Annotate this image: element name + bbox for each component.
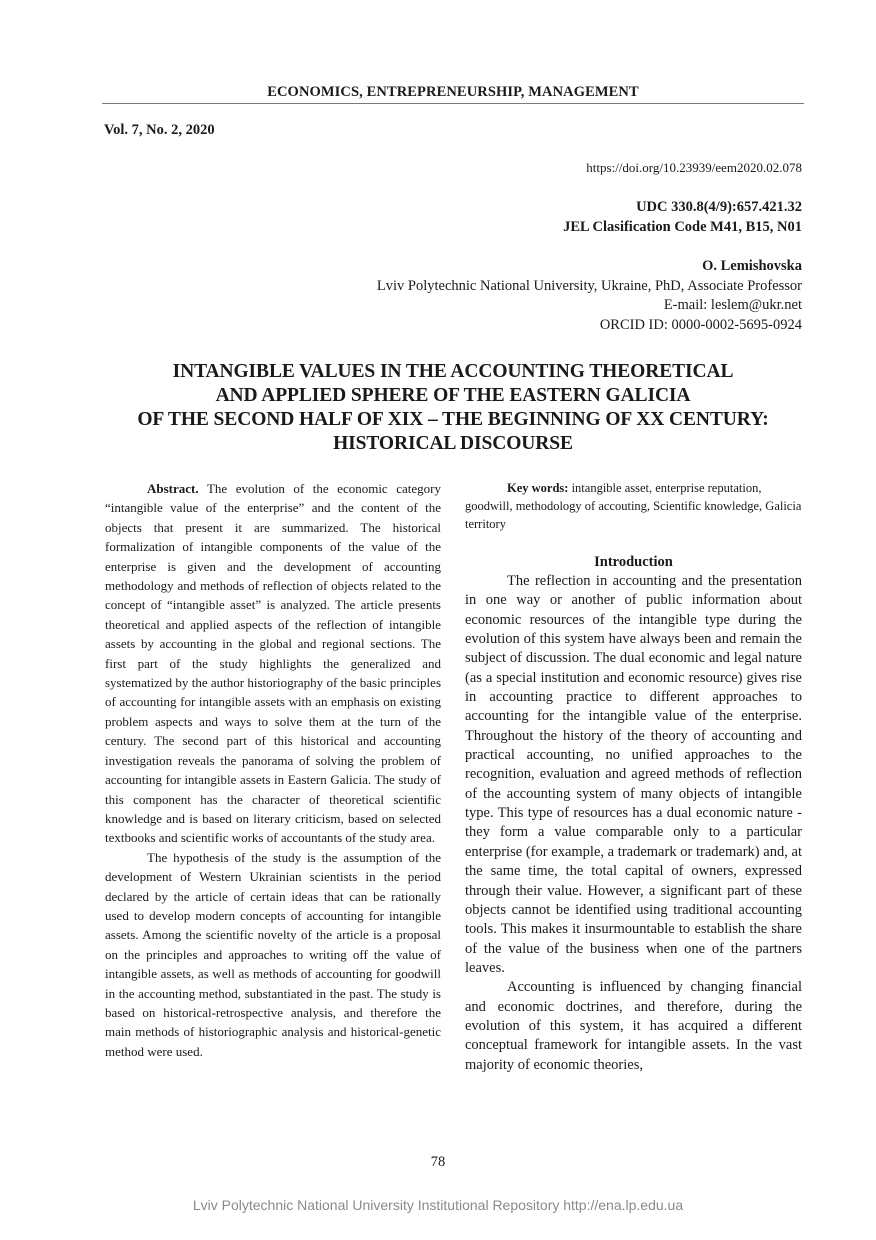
keywords-text: intangible asset, enterprise reputation, goodwill, methodology of accouting, Scientific knowledge, Galicia territory: [465, 481, 802, 531]
abstract-text: The evolution of the economic category “intangible value of the enterprise” and the content of the objects that present it are summarized. The historical formalization of intangible components of the value of the enterprise is given and the development of accounting methodology and methods of reflection of objects related to the concept of “intangible asset” is analyzed. The article presents theoretical and applied aspects of the reflection of intangible assets by accounting in the global and regional sections. The first part of the study highlights the generalized and systematized by the author historiography of the basic principles of accounting for intangible assets with an emphasis on existing problem aspects and ways to solve them at the turn of the century. The second part of this historical and accounting investigation reveals the panorama of solving the problem of accounting for intangible assets in Eastern Galicia. The study of this component has the character of theoretical scientific knowledge and is based on literary criticism, based on selected textbooks and scientific works of accountants of the study area.: [105, 481, 441, 846]
author-email[interactable]: E-mail: leslem@ukr.net: [663, 297, 802, 313]
author-orcid: ORCID ID: 0000-0002-5695-0924: [599, 316, 802, 333]
keywords: [465, 479, 802, 533]
abstract-paragraph: [105, 479, 441, 848]
introduction-paragraph: The reflection in accounting and the presentation in one way or another of public information about economic resources of the intangible type during the evolution of this system have always been and remain the subject of discussion. The dual economic and legal nature (as a special institution and economic resource) gives rise in accounting practice to different approaches to accounting for the intangible value of the enterprise. Throughout the history of the theory of accounting and practical accounting, no unified approaches to the recognition, evaluation and agreed methods of reflection of the accounting system of many objects of intangible type. This type of resources has a dual economic nature - they form a value comparable only to a particular enterprise (for example, a trademark or trademark) and, at the same time, the total capital of owners, expressed through their value. However, a significant part of these objects cannot be identified using traditional accounting tools. This makes it insurmountable to establish the share of the value of the business when one of the partners leaves.: [465, 573, 802, 976]
page-number: 78: [430, 1154, 446, 1170]
author-name: O. Lemishovska: [702, 258, 802, 274]
introduction-body: [465, 572, 802, 1075]
title-line: HISTORICAL DISCOURSE: [333, 433, 573, 454]
author-affiliation: Lviv Polytechnic National University, Ukraine, PhD, Associate Professor: [376, 277, 802, 294]
title-line: AND APPLIED SPHERE OF THE EASTERN GALICIA: [215, 385, 691, 406]
abstract-column: [105, 479, 441, 1061]
keywords-label: Key words:: [507, 481, 569, 495]
abstract-label: Abstract.: [147, 481, 199, 496]
volume-issue: Vol. 7, No. 2, 2020: [104, 122, 215, 138]
title-line: OF THE SECOND HALF OF XIX – THE BEGINNING OF XX CENTURY:: [137, 409, 769, 430]
udc-code: UDC 330.8(4/9):657.421.32: [636, 199, 802, 215]
introduction-paragraph: Accounting is influenced by changing financial and economic doctrines, and therefore, during the evolution of this system, it has acquired a different conceptual framework for intangible assets. In the vast majority of economic theories,: [465, 979, 802, 1073]
title-line: INTANGIBLE VALUES IN THE ACCOUNTING THEORETICAL: [172, 361, 734, 382]
jel-code: JEL Clasification Code M41, B15, N01: [563, 218, 802, 235]
section-heading-introduction: Introduction: [594, 554, 673, 570]
author-block: [377, 257, 802, 335]
header-divider: [102, 103, 804, 104]
abstract-paragraph: The hypothesis of the study is the assumption of the development of Western Ukrainian scientists in the period declared by the article of certain ideas that can be rationally used to develop modern concepts of accounting for intangible assets. Among the scientific novelty of the article is a proposal on the principles and approaches to writing off the value of intangible assets, as well as methods of accounting for goodwill in the accounting method, substantiated in the past. The study is based on historical-retrospective analysis, and therefore the main methods of historiographic analysis and historical-genetic method were used.: [105, 849, 441, 1059]
doi-link[interactable]: https://doi.org/10.23939/eem2020.02.078: [586, 160, 802, 175]
repository-footer: Lviv Polytechnic National University Institutional Repository http://ena.lp.edu.ua: [192, 1197, 684, 1213]
classification-codes: [563, 198, 802, 237]
journal-title: ECONOMICS, ENTREPRENEURSHIP, MANAGEMENT: [267, 84, 639, 100]
article-title: [102, 360, 804, 456]
right-column: [465, 479, 802, 1075]
